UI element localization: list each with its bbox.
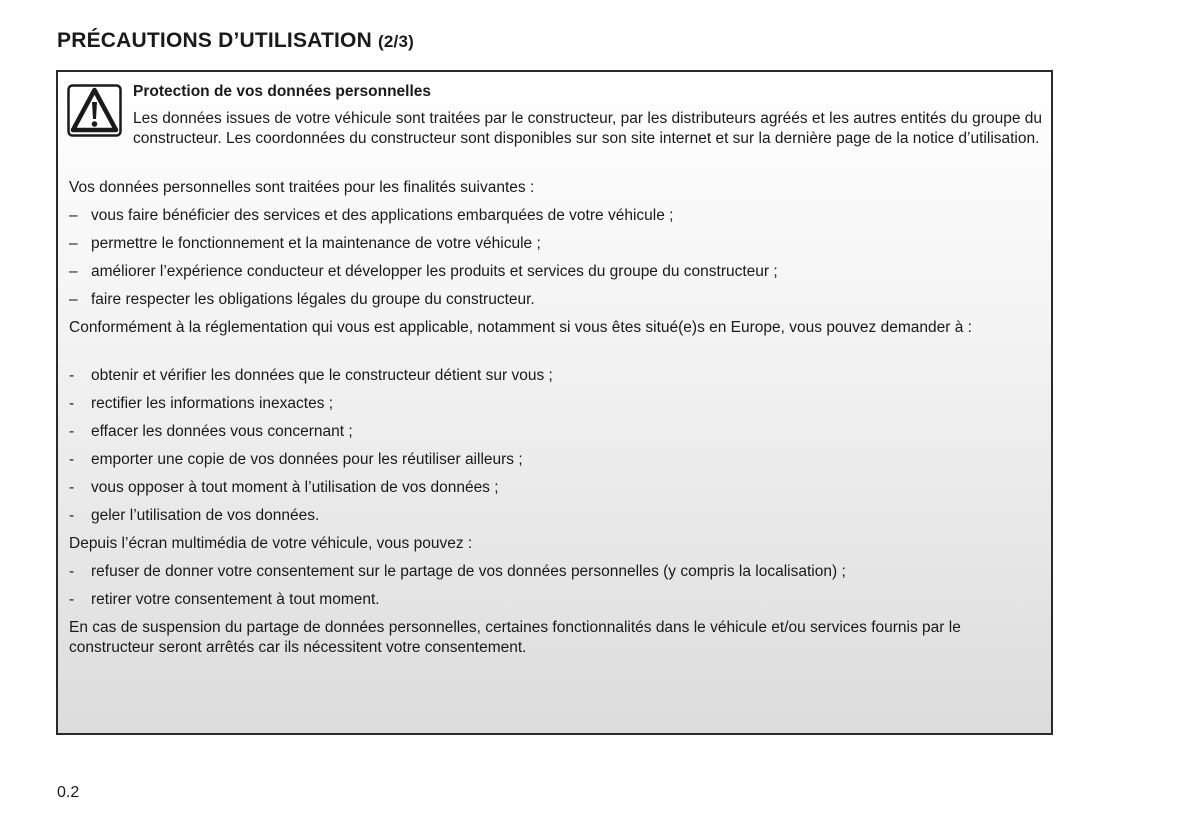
list-marker: – <box>69 235 78 252</box>
list-item-text: retirer votre consentement à tout moment. <box>91 591 380 608</box>
page-title-part: (2/3) <box>378 32 414 51</box>
list-item-text: geler l’utilisation de vos données. <box>91 507 320 524</box>
list-marker: - <box>69 367 75 384</box>
list-item-text: vous opposer à tout moment à l’utilisation de vos données ; <box>91 479 499 496</box>
list-item-text: faire respecter les obligations légales du groupe du constructeur. <box>91 291 535 308</box>
intro-paragraph: Les données issues de votre véhicule sont traitées par le constructeur, par les distributeurs agréés et les autres entités du groupe du constructeur. Les coordonnées du constructeur sont disponibles sur son site internet et sur la dernière page de la notice d’utilisation. <box>133 110 1042 147</box>
list-marker: – <box>69 207 78 224</box>
list-item-text: obtenir et vérifier les données que le constructeur détient sur vous ; <box>91 367 553 384</box>
list-item-text: améliorer l’expérience conducteur et développer les produits et services du groupe du constructeur ; <box>91 263 778 280</box>
list-marker: - <box>69 507 75 524</box>
list-marker: - <box>69 423 75 440</box>
list-marker: - <box>69 451 75 468</box>
closing-paragraph: En cas de suspension du partage de données personnelles, certaines fonctionnalités dans le véhicule et/ou services fournis par le constructeur seront arrêtés car ils nécessitent votre consentement. <box>69 619 961 656</box>
section-heading: Protection de vos données personnelles <box>133 83 432 100</box>
warning-triangle-icon <box>67 84 122 137</box>
screen-intro: Depuis l’écran multimédia de votre véhicule, vous pouvez : <box>69 535 473 552</box>
list-marker: – <box>69 291 78 308</box>
page-title-text: PRÉCAUTIONS D’UTILISATION <box>57 29 372 52</box>
list-marker: - <box>69 591 75 608</box>
list-item-text: emporter une copie de vos données pour les réutiliser ailleurs ; <box>91 451 523 468</box>
page-number: 0.2 <box>57 784 80 801</box>
list-item-text: refuser de donner votre consentement sur le partage de vos données personnelles (y compris la localisation) ; <box>91 563 846 580</box>
list-item-text: rectifier les informations inexactes ; <box>91 395 334 412</box>
list-item-text: vous faire bénéficier des services et des applications embarquées de votre véhicule ; <box>91 207 674 224</box>
list-item-text: permettre le fonctionnement et la maintenance de votre véhicule ; <box>91 235 541 252</box>
list-marker: – <box>69 263 78 280</box>
list-marker: - <box>69 479 75 496</box>
list-item-text: effacer les données vous concernant ; <box>91 423 353 440</box>
list-marker: - <box>69 395 75 412</box>
list-marker: - <box>69 563 75 580</box>
page-title <box>57 29 414 53</box>
rights-intro: Conformément à la réglementation qui vous est applicable, notamment si vous êtes situé(e)s en Europe, vous pouvez demander à : <box>69 319 972 336</box>
purposes-intro: Vos données personnelles sont traitées pour les finalités suivantes : <box>69 179 535 196</box>
warning-box <box>56 70 1053 735</box>
